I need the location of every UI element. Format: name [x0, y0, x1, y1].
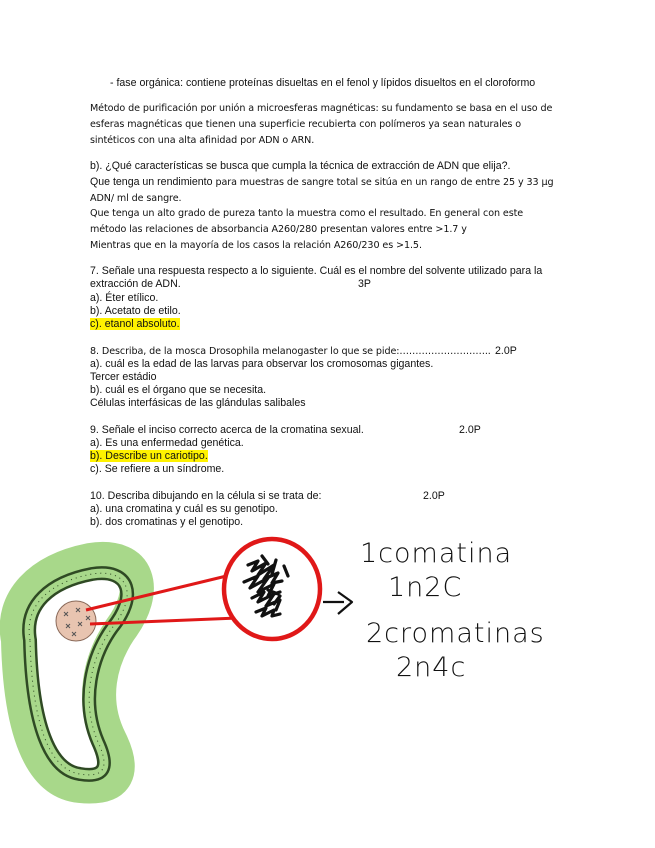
handwriting-line: 1comatina [360, 538, 513, 569]
question-7: 7. Señale una respuesta respecto a lo siguiente. Cuál es el nombre del solvente utilizado para la [90, 265, 543, 277]
text-line: a). cuál es la edad de las larvas para observar los cromosomas gigantes. [90, 358, 434, 370]
text-line: Mientras que en la mayoría de los casos la relación A260/230 es >1.5. [90, 240, 422, 251]
text-fragment: 8. Describa, de la mosca Drosophila melanogaster lo que se pide:……………………….. [90, 346, 491, 357]
text-line: extracción de ADN. [90, 278, 181, 290]
handwriting-line: 2n4c [396, 652, 467, 683]
score: 3P [358, 278, 371, 290]
text-fragment: para muestras de sangre total se sitúa en un rango de entre 25 y 33 µg [215, 177, 554, 188]
text-line: ADN/ ml de sangre. [90, 193, 182, 204]
option: a). Es una enfermedad genética. [90, 437, 244, 449]
answer: Células interfásicas de las glándulas salibales [90, 397, 306, 409]
text-line: a). una cromatina y cuál es su genotipo. [90, 503, 278, 515]
question-10: 10. Describa dibujando en la célula si se trata de: [90, 490, 322, 502]
question-9: 9. Señale el inciso correcto acerca de la cromatina sexual. [90, 424, 364, 436]
option: c). Se refiere a un síndrome. [90, 463, 225, 475]
highlighted-answer: b). Describe un cariotipo. [90, 450, 208, 462]
text-line: esferas magnéticas que tienen una superficie recubierta con polímeros ya sean naturales o [90, 119, 522, 130]
text-line: método las relaciones de absorbancia A260/280 presentan valores entre >1.7 y [90, 224, 467, 235]
answer: Tercer estádio [90, 371, 157, 383]
score: 2.0P [459, 424, 481, 436]
text-line: Que tenga un alto grado de pureza tanto la muestra como el resultado. En general con este [90, 208, 524, 219]
text-line: b). ¿Qué características se busca que cumpla la técnica de extracción de ADN que elija?. [90, 160, 511, 172]
option: b). Acetato de etilo. [90, 305, 181, 317]
handwriting-line: 1n2C [388, 572, 463, 603]
text-line: - fase orgánica: contiene proteínas disueltas en el fenol y lípidos disueltos en el cloroformo [110, 77, 536, 89]
text-line: Método de purificación por unión a microesferas magnéticas: su fundamento se basa en el uso de [90, 103, 553, 114]
text-line: b). dos cromatinas y el genotipo. [90, 516, 244, 528]
highlighted-answer: c). etanol absoluto. [90, 318, 180, 330]
handwriting-line: 2cromatinas [366, 618, 545, 649]
text-line: b). cuál es el órgano que se necesita. [90, 384, 267, 396]
text-fragment: Que tenga un rendimiento [90, 176, 216, 188]
nucleus-icon [56, 601, 96, 641]
text-line: sintéticos con una alta afinidad por ADN o ARN. [90, 135, 315, 146]
score: 2.0P [495, 345, 517, 357]
option: a). Éter etílico. [90, 292, 159, 304]
score: 2.0P [423, 490, 445, 502]
